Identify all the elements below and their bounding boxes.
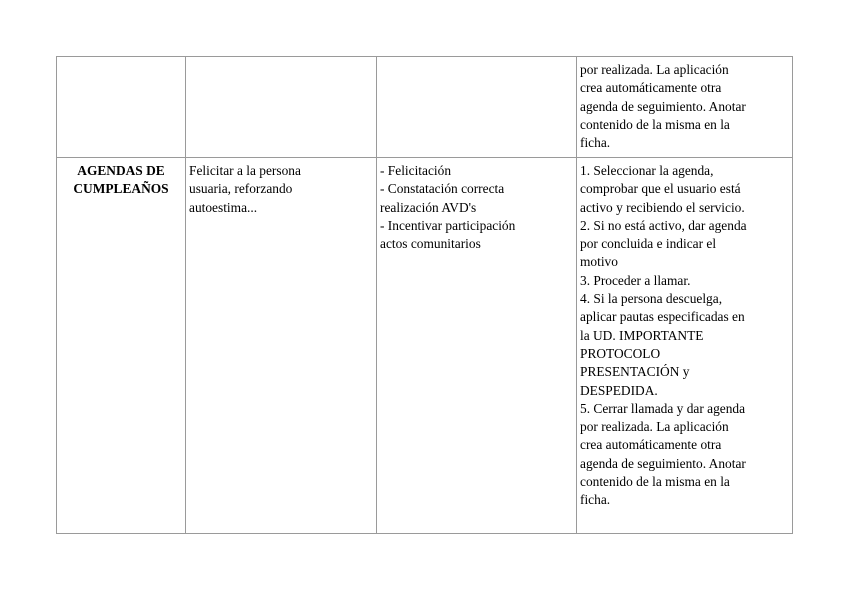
content-line: - Felicitación <box>380 163 452 178</box>
objective-line: autoestima... <box>189 199 258 215</box>
cell-category-empty <box>57 57 186 158</box>
content-line: - Constatación correcta <box>380 181 505 197</box>
procedure-line: contenido de la misma en la <box>580 116 730 132</box>
table-row-continued <box>57 57 793 158</box>
procedure-line: ficha. <box>580 492 611 508</box>
procedure-line: PROTOCOLO <box>580 345 661 361</box>
procedure-line: PRESENTACIÓN y <box>580 364 690 380</box>
content-line: actos comunitarios <box>380 236 481 252</box>
cell-category-birthday <box>57 158 186 534</box>
procedure-line: la UD. IMPORTANTE <box>580 327 704 343</box>
procedure-line: 1. Seleccionar la agenda, <box>580 163 714 178</box>
procedure-line: por realizada. La aplicación <box>580 419 729 435</box>
procedure-line: aplicar pautas especificadas en <box>580 309 745 325</box>
content-line: - Incentivar participación <box>380 217 516 233</box>
cell-procedure-continued <box>577 57 793 158</box>
procedure-line: agenda de seguimiento. Anotar <box>580 98 746 114</box>
procedure-line: 3. Proceder a llamar. <box>580 272 691 288</box>
category-label-line: CUMPLEAÑOS <box>73 181 169 197</box>
procedure-line: ficha. <box>580 135 611 151</box>
objective-line: usuaria, reforzando <box>189 181 293 197</box>
procedure-line: contenido de la misma en la <box>580 474 730 490</box>
procedure-line: motivo <box>580 254 618 270</box>
procedure-line: 5. Cerrar llamada y dar agenda <box>580 400 746 416</box>
procedure-line: crea automáticamente otra <box>580 80 722 96</box>
cell-content-birthday <box>377 158 577 534</box>
procedure-line: comprobar que el usuario está <box>580 181 741 197</box>
category-label-line: AGENDAS DE <box>77 163 165 178</box>
cell-objective-empty <box>186 57 377 158</box>
procedure-line: 4. Si la persona descuelga, <box>580 291 723 307</box>
objective-line: Felicitar a la persona <box>189 163 301 178</box>
agenda-protocol-table <box>56 56 793 534</box>
procedure-line: agenda de seguimiento. Anotar <box>580 455 746 471</box>
procedure-line: DESPEDIDA. <box>580 382 658 398</box>
procedure-line: 2. Si no está activo, dar agenda <box>580 217 747 233</box>
procedure-line: crea automáticamente otra <box>580 437 722 453</box>
procedure-line: activo y recibiendo el servicio. <box>580 199 745 215</box>
procedure-line: por realizada. La aplicación <box>580 62 729 77</box>
cell-objective-birthday <box>186 158 377 534</box>
content-line: realización AVD's <box>380 199 477 215</box>
procedure-line: por concluida e indicar el <box>580 236 717 252</box>
cell-procedure-birthday <box>577 158 793 534</box>
table-row-birthday-agendas <box>57 158 793 534</box>
cell-content-empty <box>377 57 577 158</box>
